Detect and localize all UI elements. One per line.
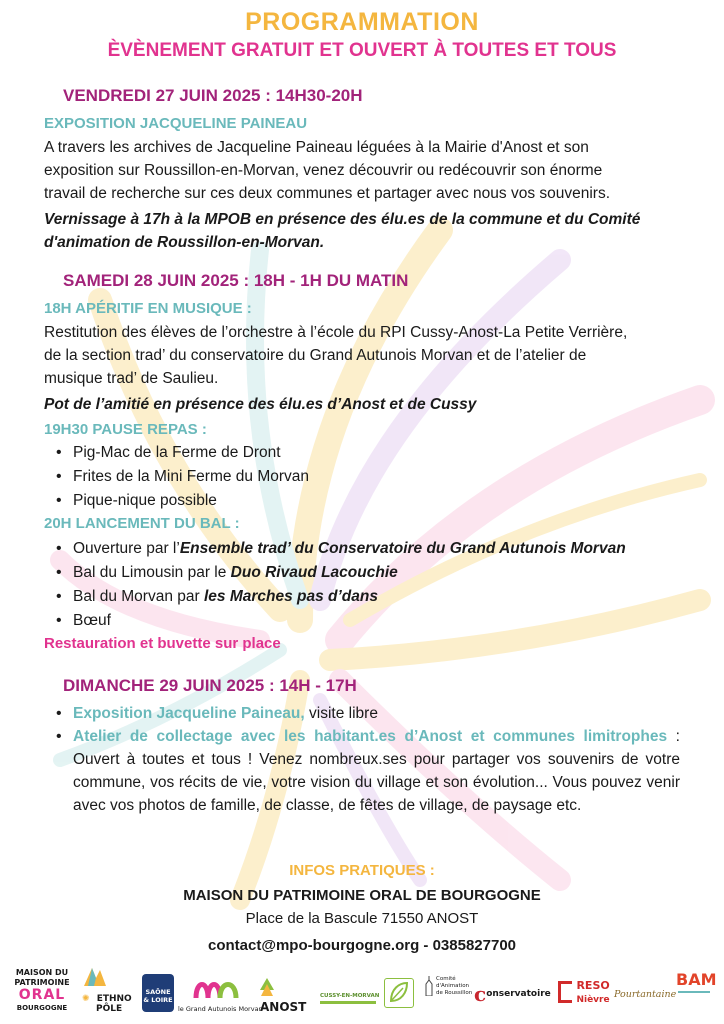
page-subtitle: ÈVÈNEMENT GRATUIT ET OUVERT À TOUTES ET TOUS: [107, 40, 617, 61]
list-item: • Pig-Mac de la Ferme de Dront: [48, 441, 684, 465]
list-item: [48, 702, 680, 725]
ball-item-artist: Ensemble trad’ du Conservatoire du Grand Autunois Morvan: [179, 540, 626, 557]
logo-text: PÔLE: [96, 1004, 123, 1014]
logo-text: CUSSY-EN-MORVAN: [320, 993, 380, 999]
friday-heading: VENDREDI 27 JUIN 2025 : 14H30-20H: [63, 86, 363, 105]
infos-address: Place de la Bascule 71550 ANOST: [245, 910, 479, 927]
green-stamp-logo: [384, 978, 414, 1008]
ball-title: 20H LANCEMENT DU BAL :: [44, 515, 240, 532]
grand-autunois-logo: [178, 974, 263, 1013]
logo-text: SAÔNE: [145, 988, 171, 996]
friday-subtitle: EXPOSITION JACQUELINE PAINEAU: [44, 115, 308, 132]
list-item: [48, 585, 684, 609]
friday-note: [44, 208, 680, 254]
sunday-heading: DIMANCHE 29 JUIN 2025 : 14H - 17H: [63, 676, 357, 695]
aperitif-text-line: Restitution des élèves de l’orchestre à l’école du RPI Cussy-Anost-La Petite Verrière,: [44, 324, 628, 341]
friday-text-line: travail de recherche sur ces deux communes et partager avec nous vos souvenirs.: [44, 185, 611, 202]
aperitif-title: 18H APÉRITIF EN MUSIQUE :: [44, 300, 252, 317]
friday-note-line: d'animation de Roussillon-en-Morvan.: [44, 234, 325, 251]
sunday-item-text: : Ouvert à toutes et tous ! Venez nombreux.ses pour partager vos souvenirs de votre commune, vos récits de vie, votre vision du village et son évolution... Vous pouvez venir avec vos photos de famille, de classe, de fêtes de village, de paysage etc.: [73, 728, 680, 814]
sunday-item-text: visite libre: [304, 705, 378, 722]
reso-nievre-logo: [558, 978, 614, 1006]
logo-text: d'Animation: [436, 983, 470, 989]
ethnopole-mark-icon: [82, 966, 108, 988]
list-item: [48, 725, 680, 817]
bam-underline-icon: [678, 991, 710, 1001]
ball-item-prefix: Bal du Morvan par: [73, 588, 204, 605]
mpob-logo: [14, 968, 70, 1013]
list-item: [48, 609, 684, 633]
meal-list: [48, 441, 684, 513]
infos-contact: contact@mpo-bourgogne.org - 0385827700: [207, 937, 517, 954]
partner-logos: [14, 966, 717, 1020]
list-item: • Pique-nique possible: [48, 489, 684, 513]
logo-text: Pourtantaine: [614, 989, 677, 1000]
logo-text: BAM: [676, 970, 717, 989]
list-item: • Frites de la Mini Ferme du Morvan: [48, 465, 684, 489]
logo-text: ANOST: [260, 999, 307, 1014]
church-icon: [422, 976, 436, 996]
logo-text: & LOIRE: [143, 996, 173, 1004]
ball-item-prefix: Bal du Limousin par le: [73, 564, 231, 581]
ball-item-artist: les Marches pas d’dans: [203, 588, 378, 605]
logo-text: ORAL: [18, 987, 66, 1003]
logo-text: le Grand Autunois Morvan: [178, 1005, 263, 1013]
anost-logo: [260, 978, 316, 1016]
comite-animation-logo: [422, 976, 474, 997]
ball-item-artist: Duo Rivaud Lacouchie: [230, 564, 398, 581]
anost-tree-icon: [260, 978, 274, 998]
logo-text: Nièvre: [576, 995, 610, 1005]
cussy-logo: [320, 984, 380, 1004]
friday-text: [44, 136, 680, 205]
logo-text: de Roussillon: [436, 990, 473, 996]
list-item: [48, 537, 684, 561]
logo-text: onservatoire: [486, 989, 551, 999]
list-item: [48, 561, 684, 585]
saone-et-loire-logo: [142, 974, 174, 1012]
friday-text-line: exposition sur Roussillon-en-Morvan, venez découvrir ou redécouvrir son énorme: [44, 162, 603, 179]
grand-autunois-mark-icon: [192, 974, 242, 1000]
sunday-item-highlight: Atelier de collectage avec les habitant.es d’Anost et communes limitrophes: [73, 728, 668, 745]
logo-text: RESO: [576, 979, 610, 992]
infos-organization: MAISON DU PATRIMOINE ORAL DE BOURGOGNE: [183, 887, 541, 904]
conservatoire-logo: [474, 982, 554, 1006]
logo-text: BOURGOGNE: [16, 1004, 68, 1012]
pourtantaine-logo: [614, 984, 677, 1002]
logo-text: PATRIMOINE: [14, 978, 70, 987]
sunday-item-highlight: Exposition Jacqueline Paineau,: [73, 705, 305, 722]
logo-text: ETHNO: [96, 994, 132, 1004]
aperitif-text-line: musique trad’ de Saulieu.: [44, 370, 219, 387]
reso-mark-icon: [558, 981, 572, 1003]
meal-title: 19H30 PAUSE REPAS :: [44, 421, 207, 438]
logo-text: Comité: [436, 976, 456, 982]
friday-text-line: A travers les archives de Jacqueline Paineau léguées à la Mairie d'Anost et son: [44, 139, 589, 156]
sparkle-icon: ✺: [82, 994, 90, 1004]
infos-title: INFOS PRATIQUES :: [289, 862, 435, 879]
aperitif-text-line: de la section trad’ du conservatoire du Grand Autunois Morvan et de l’atelier de: [44, 347, 587, 364]
ethnopole-logo: [82, 966, 144, 1014]
friday-note-line: Vernissage à 17h à la MPOB en présence des élu.es de la commune et du Comité: [44, 211, 641, 228]
saturday-footer-note: Restauration et buvette sur place: [44, 635, 281, 652]
sunday-list: [48, 702, 680, 817]
conservatoire-c-icon: c: [474, 982, 487, 1006]
ball-list: [48, 537, 684, 633]
ball-item-prefix: Bœuf: [73, 612, 111, 629]
leaf-icon: [385, 979, 412, 1006]
logo-text: MAISON DU: [15, 968, 69, 977]
aperitif-text: [44, 321, 680, 390]
aperitif-note: Pot de l’amitié en présence des élu.es d’Anost et de Cussy: [44, 396, 477, 413]
ball-item-prefix: Ouverture par l’: [73, 540, 180, 557]
page-title: PROGRAMMATION: [245, 8, 479, 36]
bam-logo: [676, 970, 717, 1001]
saturday-heading: SAMEDI 28 JUIN 2025 : 18H - 1H DU MATIN: [63, 271, 409, 290]
